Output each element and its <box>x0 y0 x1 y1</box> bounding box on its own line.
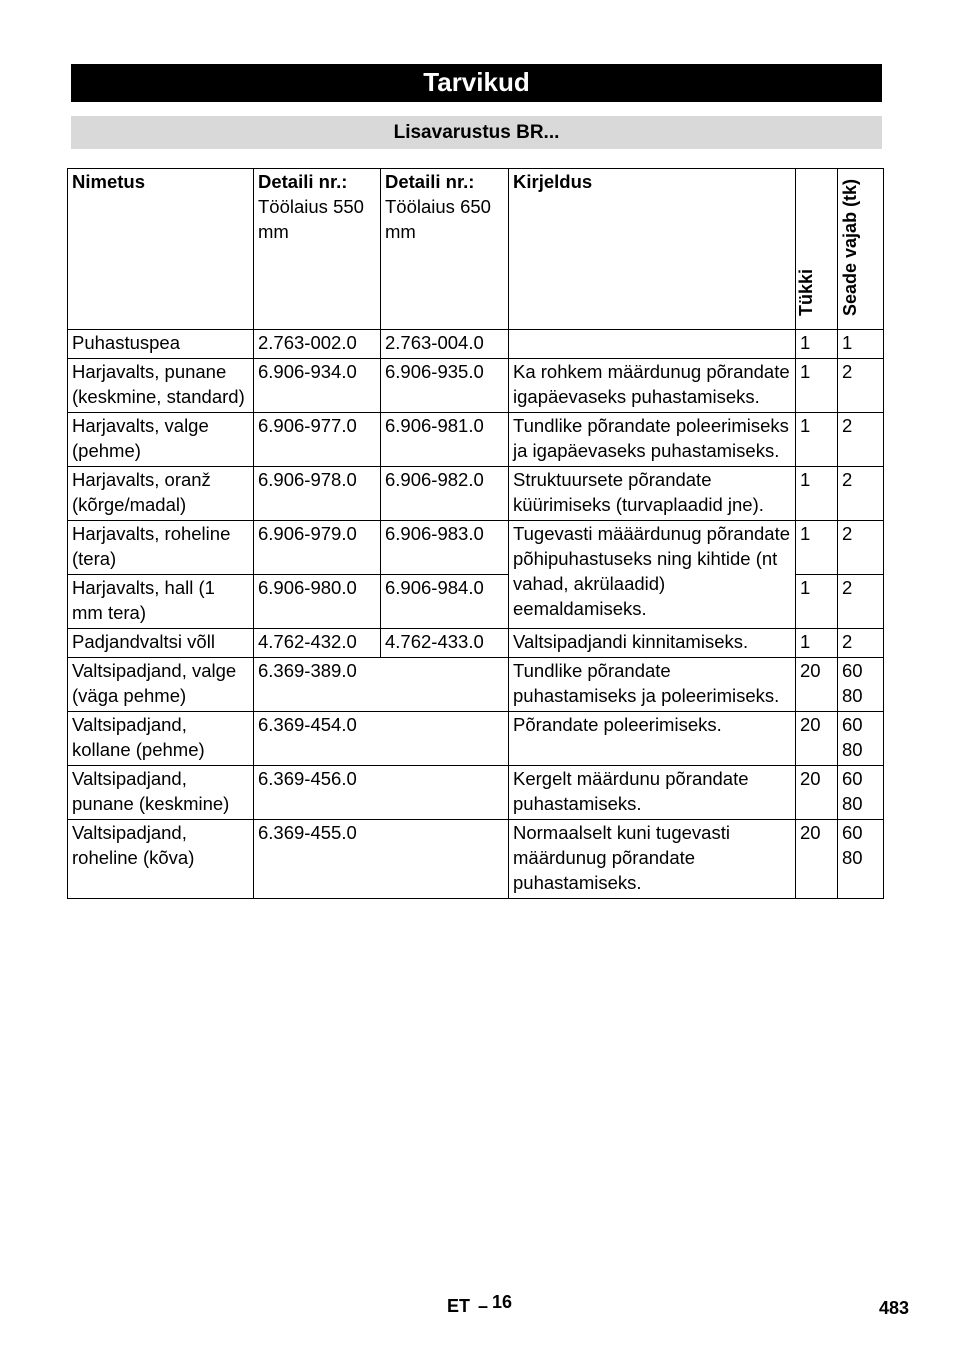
cell-pieces: 1 <box>796 467 838 521</box>
cell-part-550: 4.762-432.0 <box>254 629 381 658</box>
table-row <box>68 629 884 658</box>
header-description: Kirjeldus <box>509 169 796 330</box>
cell-description: Ka rohkem määrdunug põrandate igapäevaseks puhastamiseks. <box>509 359 796 413</box>
table-row <box>68 359 884 413</box>
cell-description: Kergelt määrdunu põrandate puhastamiseks. <box>509 766 796 820</box>
cell-part-650: 2.763-004.0 <box>381 330 509 359</box>
cell-name: Puhastuspea <box>68 330 254 359</box>
cell-part-650: 6.906-983.0 <box>381 521 509 575</box>
table-row <box>68 712 884 766</box>
cell-description <box>509 330 796 359</box>
cell-description: Tundlike põrandate poleerimiseks ja igapäevaseks puhastamiseks. <box>509 413 796 467</box>
header-pieces: Tükki <box>796 169 838 330</box>
cell-part-550: 6.906-934.0 <box>254 359 381 413</box>
cell-name: Harjavalts, oranž (kõrge/madal) <box>68 467 254 521</box>
cell-name: Valtsipadjand, kollane (pehme) <box>68 712 254 766</box>
cell-required: 2 <box>838 359 884 413</box>
page-number: 483 <box>879 1298 910 1318</box>
cell-required: 60 80 <box>838 820 884 899</box>
table-row <box>68 820 884 899</box>
cell-required: 2 <box>838 467 884 521</box>
accessories-table <box>67 168 884 899</box>
cell-name: Harjavalts, valge (pehme) <box>68 413 254 467</box>
footer-section-page: 16 <box>492 1292 513 1312</box>
cell-part-650: 6.906-935.0 <box>381 359 509 413</box>
cell-name: Harjavalts, punane (keskmine, standard) <box>68 359 254 413</box>
cell-required: 60 80 <box>838 658 884 712</box>
cell-description: Struktuursete põrandate küürimiseks (turvaplaadid jne). <box>509 467 796 521</box>
cell-pieces: 1 <box>796 629 838 658</box>
cell-pieces: 1 <box>796 359 838 413</box>
table-row <box>68 467 884 521</box>
table-row <box>68 766 884 820</box>
table-header-row <box>68 169 884 330</box>
cell-description: Põrandate poleerimiseks. <box>509 712 796 766</box>
cell-name: Valtsipadjand, roheline (kõva) <box>68 820 254 899</box>
cell-description: Tugevasti määärdunug põrandate põhipuhastuseks ning kihtide (nt vahad, akrülaadid) eemaldamiseks. <box>509 521 796 629</box>
cell-part-550: 6.906-977.0 <box>254 413 381 467</box>
cell-pieces: 20 <box>796 658 838 712</box>
footer-lang: ET <box>447 1296 471 1316</box>
table-row <box>68 658 884 712</box>
cell-name: Harjavalts, hall (1 mm tera) <box>68 575 254 629</box>
cell-description: Normaalselt kuni tugevasti määrdunug põrandate puhastamiseks. <box>509 820 796 899</box>
cell-pieces: 20 <box>796 820 838 899</box>
cell-part-550: 6.369-389.0 <box>254 658 509 712</box>
cell-name: Valtsipadjand, valge (väga pehme) <box>68 658 254 712</box>
cell-pieces: 1 <box>796 413 838 467</box>
cell-part-650: 4.762-433.0 <box>381 629 509 658</box>
cell-required: 2 <box>838 575 884 629</box>
cell-part-650: 6.906-981.0 <box>381 413 509 467</box>
table-row <box>68 330 884 359</box>
page-title: Tarvikud <box>71 64 882 102</box>
cell-name: Harjavalts, roheline (tera) <box>68 521 254 575</box>
footer-section-label <box>447 1292 513 1317</box>
cell-part-550: 6.906-978.0 <box>254 467 381 521</box>
header-part-650: Detaili nr.: Töölaius 650 mm <box>381 169 509 330</box>
cell-required: 2 <box>838 413 884 467</box>
cell-name: Padjandvaltsi võll <box>68 629 254 658</box>
cell-required: 1 <box>838 330 884 359</box>
cell-pieces: 20 <box>796 712 838 766</box>
cell-part-650: 6.906-984.0 <box>381 575 509 629</box>
table-row <box>68 413 884 467</box>
section-subtitle: Lisavarustus BR... <box>71 116 882 149</box>
cell-pieces: 1 <box>796 575 838 629</box>
cell-pieces: 20 <box>796 766 838 820</box>
cell-description: Valtsipadjandi kinnitamiseks. <box>509 629 796 658</box>
cell-pieces: 1 <box>796 521 838 575</box>
cell-part-550: 6.369-455.0 <box>254 820 509 899</box>
cell-required: 60 80 <box>838 712 884 766</box>
cell-part-550: 2.763-002.0 <box>254 330 381 359</box>
cell-part-550: 6.369-454.0 <box>254 712 509 766</box>
cell-required: 60 80 <box>838 766 884 820</box>
cell-part-550: 6.906-980.0 <box>254 575 381 629</box>
cell-required: 2 <box>838 521 884 575</box>
cell-part-650: 6.906-982.0 <box>381 467 509 521</box>
header-name: Nimetus <box>68 169 254 330</box>
header-part-550: Detaili nr.: Töölaius 550 mm <box>254 169 381 330</box>
cell-description: Tundlike põrandate puhastamiseks ja poleerimiseks. <box>509 658 796 712</box>
cell-part-550: 6.906-979.0 <box>254 521 381 575</box>
cell-pieces: 1 <box>796 330 838 359</box>
cell-required: 2 <box>838 629 884 658</box>
cell-name: Valtsipadjand, punane (keskmine) <box>68 766 254 820</box>
cell-part-550: 6.369-456.0 <box>254 766 509 820</box>
table-row <box>68 521 884 575</box>
header-required: Seade vajab (tk) <box>838 169 884 330</box>
footer-dash: – <box>478 1296 489 1316</box>
